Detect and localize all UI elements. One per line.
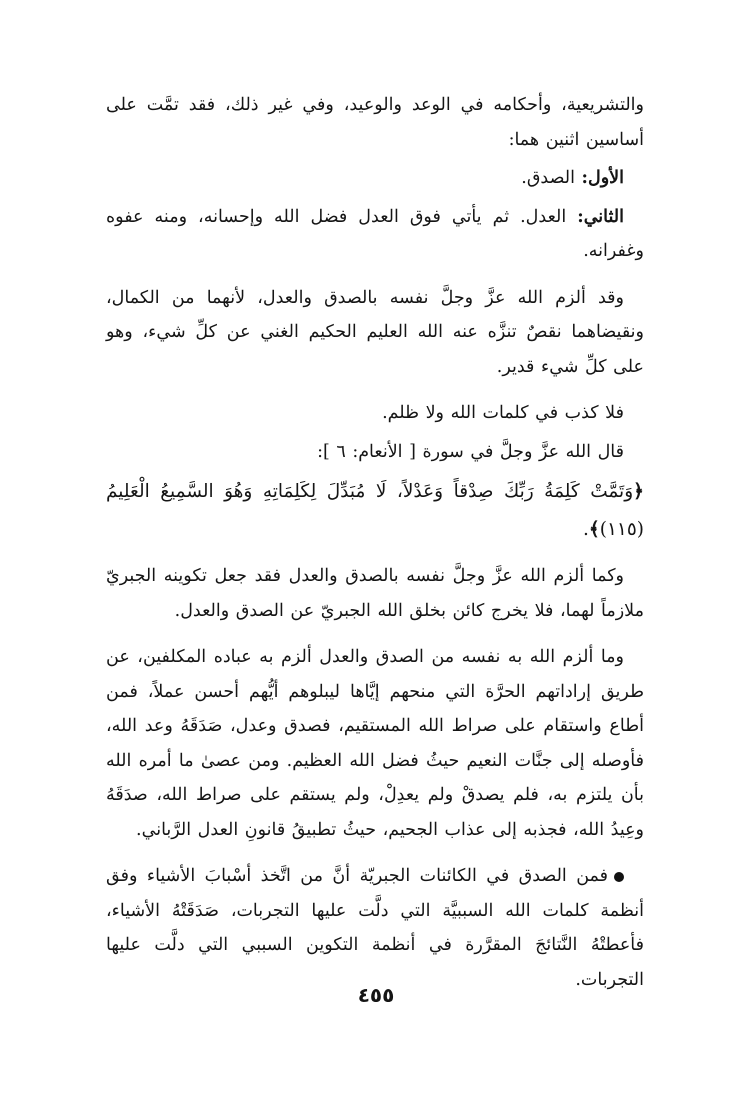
quran-open-bracket: ﴿ [633, 481, 644, 502]
paragraph-quran-intro: قال الله عزَّ وجلَّ في سورة [ الأنعام: ٦ ]: [317, 441, 624, 462]
document-page [106, 88, 644, 1009]
paragraph-justice-truth: وقد ألزم الله عزَّ وجلَّ نفسه بالصدق والعدل، لأنهما من الكمال، ونقيضاهما نقصٌ تنزَّه عنه الله العليم الحكيم الغني عن كلِّ شيء، وهو على كلِّ شيء قدير. [106, 287, 644, 377]
second-basis-label: الثاني: [577, 206, 624, 227]
paragraph-obligation: وما ألزم الله به نفسه من الصدق والعدل ألزم به عباده المكلفين، عن طريق إراداتهم الحرَّة التي منحهم إيَّاها ليبلوهم أيُّهم أحسن عملاً، فمن أطاع واستقام على صراط الله المستقيم، فصدق وعدل، صَدَقَهُ وعد الله، فأوصله إلى جنَّات النعيم حيثُ فضل الله العظيم. ومن عصىٰ ما أمره الله بأن يلتزم به، فلم يصدقْ ولم يعدِلْ، ولم يستقم على صراط الله، صدَقَهُ وعِيدُ الله، فجذبه إلى عذاب الجحيم، حيثُ تطبيقُ قانونِ العدل الرَّباني. [106, 647, 644, 840]
paragraph-causality-text: فمن الصدق في الكائنات الجبريّة أنَّ من اتَّخذ أسْبابَ الأشياء وفق أنظمة كلمات الله السببيَّة التي دلَّت عليها التجربات، صَدَقَتْهُ الأشياء، فأعطتْهُ النَّتائجَ المقرَّرة في أنظمة التكوين السببي التي دلَّت عليها التجربات. [106, 866, 644, 990]
quran-close-bracket: ﴾ [588, 519, 600, 540]
first-basis-label: الأول: [581, 168, 624, 188]
first-basis-text: الصدق. [521, 168, 575, 188]
quran-verse [106, 473, 644, 549]
paragraph-causality [106, 859, 644, 997]
page-number: ٤٥٥ [357, 983, 395, 1007]
bullet-icon [614, 872, 624, 882]
second-basis-text: العدل. ثم يأتي فوق العدل فضل الله وإحسانه، ومنه عفوه وغفرانه. [106, 206, 644, 261]
paragraph-first-basis [106, 161, 644, 196]
paragraph-cosmic-justice: وكما ألزم الله عزَّ وجلَّ نفسه بالصدق والعدل فقد جعل تكوينه الجبريّ ملازماً لهما، فلا يخرج كائن بخلق الله الجبريّ عن الصدق والعدل. [106, 566, 644, 621]
paragraph-no-lie: فلا كذب في كلمات الله ولا ظلم. [382, 403, 624, 423]
quran-verse-text: وَتَمَّتْ كَلِمَةُ رَبِّكَ صِدْقاً وَعَدْلاً، لَا مُبَدِّلَ لِكَلِمَاتِهِ وَهُوَ السَّمِيعُ الْعَلِيمُ (١١٥) [106, 481, 644, 540]
paragraph-second-basis [106, 200, 644, 269]
quran-end-mark: . [583, 519, 589, 540]
paragraph-intro: والتشريعية، وأحكامه في الوعد والوعيد، وفي غير ذلك، فقد تمَّت على أساسين اثنين هما: [106, 95, 644, 150]
